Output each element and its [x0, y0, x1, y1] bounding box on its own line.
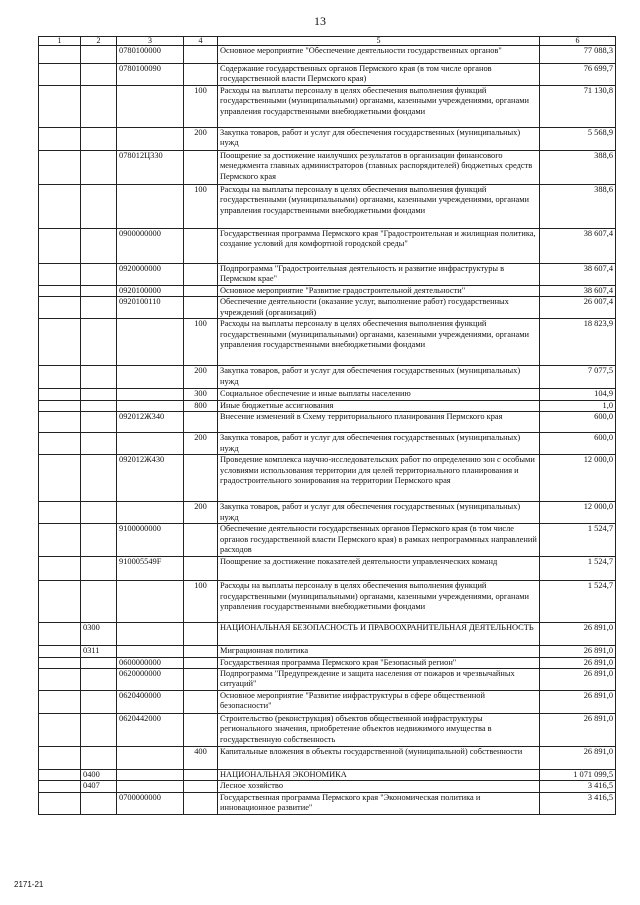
cell-amount: 38 607,4 [540, 229, 616, 264]
cell-expense-type: 100 [184, 185, 218, 229]
cell-amount: 26 891,0 [540, 747, 616, 770]
cell-expense-type: 800 [184, 400, 218, 411]
cell-amount: 104,9 [540, 389, 616, 400]
cell-name: Миграционная политика [218, 646, 540, 657]
cell-section-code: 0400 [81, 770, 117, 781]
cell-section-code [81, 412, 117, 433]
cell-target-code [117, 502, 184, 524]
cell-name: Государственная программа Пермского края "Экономическая политика и инновационное развитие" [218, 792, 540, 814]
cell-name: Социальное обеспечение и иные выплаты населению [218, 389, 540, 400]
cell-expense-type [184, 669, 218, 691]
cell-amount: 388,6 [540, 185, 616, 229]
cell-amount: 26 891,0 [540, 669, 616, 691]
table-row [39, 581, 616, 623]
cell-name: Иные бюджетные ассигнования [218, 400, 540, 411]
cell-name: Внесение изменений в Схему территориального планирования Пермского края [218, 412, 540, 433]
cell-section-code [81, 229, 117, 264]
table-row [39, 524, 616, 557]
table-row [39, 714, 616, 747]
cell-name: Расходы на выплаты персоналу в целях обеспечения выполнения функций государственными (муниципальными) органами, казенными учреждениями, органами управления государственными внебюджетными фондами [218, 581, 540, 623]
cell-amount: 26 891,0 [540, 623, 616, 646]
cell-col-1 [39, 646, 81, 657]
cell-col-1 [39, 581, 81, 623]
table-row [39, 264, 616, 286]
cell-expense-type [184, 524, 218, 557]
cell-col-1 [39, 623, 81, 646]
cell-expense-type [184, 781, 218, 792]
cell-section-code [81, 524, 117, 557]
cell-target-code: 078012Ц330 [117, 151, 184, 185]
cell-name: Закупка товаров, работ и услуг для обеспечения государственных (муниципальных) нужд [218, 366, 540, 389]
table-header-row [39, 37, 616, 46]
cell-col-1 [39, 46, 81, 64]
cell-expense-type [184, 657, 218, 668]
cell-col-1 [39, 297, 81, 319]
cell-col-1 [39, 264, 81, 286]
table-row [39, 319, 616, 366]
cell-section-code [81, 64, 117, 86]
cell-expense-type [184, 412, 218, 433]
cell-section-code [81, 557, 117, 581]
cell-expense-type [184, 623, 218, 646]
table-row [39, 557, 616, 581]
cell-section-code [81, 502, 117, 524]
cell-section-code [81, 455, 117, 502]
cell-target-code [117, 747, 184, 770]
cell-col-1 [39, 286, 81, 297]
table-row [39, 128, 616, 151]
cell-col-1 [39, 151, 81, 185]
cell-name: Обеспечение деятельности государственных органов Пермского края (в том числе органов государственной власти Пермского края) в рамках непрограммных направлений расходов [218, 524, 540, 557]
cell-amount: 1 071 099,5 [540, 770, 616, 781]
header-col-3: 3 [117, 37, 184, 46]
cell-target-code: 0620400000 [117, 691, 184, 714]
cell-section-code [81, 319, 117, 366]
cell-col-1 [39, 319, 81, 366]
cell-expense-type: 400 [184, 747, 218, 770]
cell-amount: 38 607,4 [540, 264, 616, 286]
cell-name: Расходы на выплаты персоналу в целях обеспечения выполнения функций государственными (муниципальными) органами, казенными учреждениями, органами управления государственными внебюджетными фондами [218, 319, 540, 366]
cell-target-code: 0780100000 [117, 46, 184, 64]
cell-col-1 [39, 229, 81, 264]
table-row [39, 691, 616, 714]
cell-expense-type: 200 [184, 366, 218, 389]
cell-name: Закупка товаров, работ и услуг для обеспечения государственных (муниципальных) нужд [218, 433, 540, 455]
cell-target-code: 0920100000 [117, 286, 184, 297]
table-row [39, 455, 616, 502]
cell-amount: 600,0 [540, 412, 616, 433]
cell-target-code [117, 581, 184, 623]
cell-col-1 [39, 366, 81, 389]
cell-expense-type [184, 229, 218, 264]
cell-amount: 38 607,4 [540, 286, 616, 297]
cell-section-code [81, 657, 117, 668]
header-col-4: 4 [184, 37, 218, 46]
cell-expense-type: 200 [184, 128, 218, 151]
cell-col-1 [39, 747, 81, 770]
table-row [39, 646, 616, 657]
cell-expense-type [184, 286, 218, 297]
table-row [39, 185, 616, 229]
cell-col-1 [39, 714, 81, 747]
table-row [39, 366, 616, 389]
cell-expense-type: 200 [184, 433, 218, 455]
cell-target-code: 0780100090 [117, 64, 184, 86]
cell-col-1 [39, 557, 81, 581]
header-col-2: 2 [81, 37, 117, 46]
cell-target-code [117, 86, 184, 128]
cell-name: Поощрение за достижение показателей деятельности управленческих команд [218, 557, 540, 581]
table-row [39, 286, 616, 297]
cell-col-1 [39, 64, 81, 86]
cell-target-code [117, 389, 184, 400]
cell-col-1 [39, 412, 81, 433]
cell-name: НАЦИОНАЛЬНАЯ БЕЗОПАСНОСТЬ И ПРАВООХРАНИТЕЛЬНАЯ ДЕЯТЕЛЬНОСТЬ [218, 623, 540, 646]
cell-target-code [117, 781, 184, 792]
cell-amount: 3 416,5 [540, 781, 616, 792]
cell-section-code [81, 151, 117, 185]
cell-section-code: 0407 [81, 781, 117, 792]
cell-target-code [117, 433, 184, 455]
cell-section-code [81, 581, 117, 623]
cell-target-code: 0600000000 [117, 657, 184, 668]
cell-target-code: 0620000000 [117, 669, 184, 691]
cell-section-code [81, 747, 117, 770]
table-row [39, 297, 616, 319]
cell-expense-type: 300 [184, 389, 218, 400]
cell-section-code: 0311 [81, 646, 117, 657]
cell-expense-type [184, 297, 218, 319]
cell-amount: 1 524,7 [540, 557, 616, 581]
cell-expense-type: 100 [184, 86, 218, 128]
cell-expense-type [184, 64, 218, 86]
table-row [39, 657, 616, 668]
cell-name: Государственная программа Пермского края "Градостроительная и жилищная политика, создание условий для комфортной городской среды" [218, 229, 540, 264]
cell-name: Расходы на выплаты персоналу в целях обеспечения выполнения функций государственными (муниципальными) органами, казенными учреждениями, органами управления государственными внебюджетными фондами [218, 86, 540, 128]
cell-amount: 26 891,0 [540, 714, 616, 747]
table-row [39, 412, 616, 433]
cell-section-code [81, 389, 117, 400]
cell-section-code [81, 86, 117, 128]
cell-col-1 [39, 433, 81, 455]
cell-col-1 [39, 86, 81, 128]
budget-table [38, 36, 616, 815]
cell-expense-type [184, 691, 218, 714]
cell-target-code [117, 623, 184, 646]
table-row [39, 747, 616, 770]
table-row [39, 792, 616, 814]
cell-target-code: 0620442000 [117, 714, 184, 747]
cell-col-1 [39, 781, 81, 792]
header-col-5: 5 [218, 37, 540, 46]
header-col-6: 6 [540, 37, 616, 46]
cell-section-code [81, 46, 117, 64]
cell-expense-type [184, 792, 218, 814]
cell-name: Лесное хозяйство [218, 781, 540, 792]
cell-amount: 600,0 [540, 433, 616, 455]
cell-expense-type [184, 455, 218, 502]
table-row [39, 669, 616, 691]
cell-expense-type [184, 46, 218, 64]
cell-col-1 [39, 524, 81, 557]
cell-col-1 [39, 669, 81, 691]
table-row [39, 781, 616, 792]
cell-section-code [81, 400, 117, 411]
cell-section-code [81, 297, 117, 319]
cell-target-code [117, 770, 184, 781]
cell-target-code [117, 185, 184, 229]
cell-target-code [117, 128, 184, 151]
cell-amount: 71 130,8 [540, 86, 616, 128]
cell-expense-type: 200 [184, 502, 218, 524]
cell-expense-type: 100 [184, 319, 218, 366]
cell-amount: 1,0 [540, 400, 616, 411]
cell-section-code [81, 433, 117, 455]
table-row [39, 433, 616, 455]
cell-name: Содержание государственных органов Пермского края (в том числе органов государственной власти Пермского края) [218, 64, 540, 86]
cell-target-code: 910005549F [117, 557, 184, 581]
cell-amount: 18 823,9 [540, 319, 616, 366]
cell-name: Закупка товаров, работ и услуг для обеспечения государственных (муниципальных) нужд [218, 128, 540, 151]
cell-section-code [81, 128, 117, 151]
cell-expense-type [184, 646, 218, 657]
cell-amount: 5 568,9 [540, 128, 616, 151]
cell-expense-type [184, 557, 218, 581]
cell-col-1 [39, 455, 81, 502]
cell-target-code: 0920000000 [117, 264, 184, 286]
page-number: 13 [314, 14, 326, 28]
table-row [39, 64, 616, 86]
cell-expense-type [184, 714, 218, 747]
cell-name: Государственная программа Пермского края "Безопасный регион" [218, 657, 540, 668]
cell-name: НАЦИОНАЛЬНАЯ ЭКОНОМИКА [218, 770, 540, 781]
cell-expense-type [184, 151, 218, 185]
cell-col-1 [39, 389, 81, 400]
cell-section-code [81, 792, 117, 814]
cell-expense-type: 100 [184, 581, 218, 623]
cell-section-code [81, 366, 117, 389]
cell-amount: 26 891,0 [540, 657, 616, 668]
cell-target-code [117, 319, 184, 366]
cell-name: Основное мероприятие "Обеспечение деятельности государственных органов" [218, 46, 540, 64]
table-row [39, 389, 616, 400]
cell-amount: 7 077,5 [540, 366, 616, 389]
cell-target-code [117, 400, 184, 411]
cell-name: Подпрограмма "Градостроительная деятельность и развитие инфраструктуры в Пермском крае" [218, 264, 540, 286]
table-row [39, 502, 616, 524]
cell-name: Расходы на выплаты персоналу в целях обеспечения выполнения функций государственными (муниципальными) органами, казенными учреждениями, органами управления государственными внебюджетными фондами [218, 185, 540, 229]
cell-target-code: 0920100110 [117, 297, 184, 319]
header-col-1: 1 [39, 37, 81, 46]
cell-amount: 76 699,7 [540, 64, 616, 86]
cell-expense-type [184, 264, 218, 286]
table-row [39, 400, 616, 411]
table-row [39, 46, 616, 64]
cell-amount: 26 891,0 [540, 646, 616, 657]
table-row [39, 623, 616, 646]
cell-target-code [117, 366, 184, 389]
cell-name: Основное мероприятие "Развитие инфраструктуры в сфере общественной безопасности" [218, 691, 540, 714]
cell-col-1 [39, 792, 81, 814]
cell-section-code [81, 691, 117, 714]
cell-target-code: 0900000000 [117, 229, 184, 264]
cell-amount: 388,6 [540, 151, 616, 185]
cell-target-code [117, 646, 184, 657]
cell-col-1 [39, 502, 81, 524]
cell-name: Основное мероприятие "Развитие градостроительной деятельности" [218, 286, 540, 297]
cell-name: Подпрограмма "Предупреждение и защита населения от пожаров и чрезвычайных ситуаций" [218, 669, 540, 691]
cell-col-1 [39, 128, 81, 151]
table-row [39, 770, 616, 781]
cell-section-code [81, 264, 117, 286]
cell-name: Закупка товаров, работ и услуг для обеспечения государственных (муниципальных) нужд [218, 502, 540, 524]
cell-col-1 [39, 657, 81, 668]
cell-amount: 12 000,0 [540, 455, 616, 502]
cell-target-code: 0700000000 [117, 792, 184, 814]
cell-section-code [81, 714, 117, 747]
footer-code: 2171-21 [14, 880, 44, 889]
cell-expense-type [184, 770, 218, 781]
cell-name: Строительство (реконструкция) объектов общественной инфраструктуры регионального значения, приобретение объектов недвижимого имущества в государственную собственность [218, 714, 540, 747]
cell-section-code [81, 669, 117, 691]
cell-amount: 26 007,4 [540, 297, 616, 319]
cell-name: Проведение комплекса научно-исследовательских работ по определению зон с особыми условиями использования территории для целей территориального планирования и градостроительного зонирования на территории Пермского края [218, 455, 540, 502]
cell-target-code: 092012Ж340 [117, 412, 184, 433]
cell-col-1 [39, 185, 81, 229]
cell-name: Поощрение за достижение наилучших результатов в организации финансового менеджмента главных администраторов (главных распорядителей) бюджетных средств Пермского края [218, 151, 540, 185]
table-row [39, 151, 616, 185]
table-row [39, 229, 616, 264]
cell-amount: 3 416,5 [540, 792, 616, 814]
cell-col-1 [39, 770, 81, 781]
cell-target-code: 9100000000 [117, 524, 184, 557]
cell-name: Капитальные вложения в объекты государственной (муниципальной) собственности [218, 747, 540, 770]
cell-amount: 12 000,0 [540, 502, 616, 524]
cell-section-code [81, 185, 117, 229]
cell-name: Обеспечение деятельности (оказание услуг, выполнение работ) государственных учреждений (организаций) [218, 297, 540, 319]
cell-amount: 1 524,7 [540, 524, 616, 557]
cell-col-1 [39, 691, 81, 714]
table-row [39, 86, 616, 128]
cell-section-code [81, 286, 117, 297]
cell-section-code: 0300 [81, 623, 117, 646]
cell-amount: 26 891,0 [540, 691, 616, 714]
cell-amount: 77 088,3 [540, 46, 616, 64]
cell-target-code: 092012Ж430 [117, 455, 184, 502]
cell-amount: 1 524,7 [540, 581, 616, 623]
cell-col-1 [39, 400, 81, 411]
